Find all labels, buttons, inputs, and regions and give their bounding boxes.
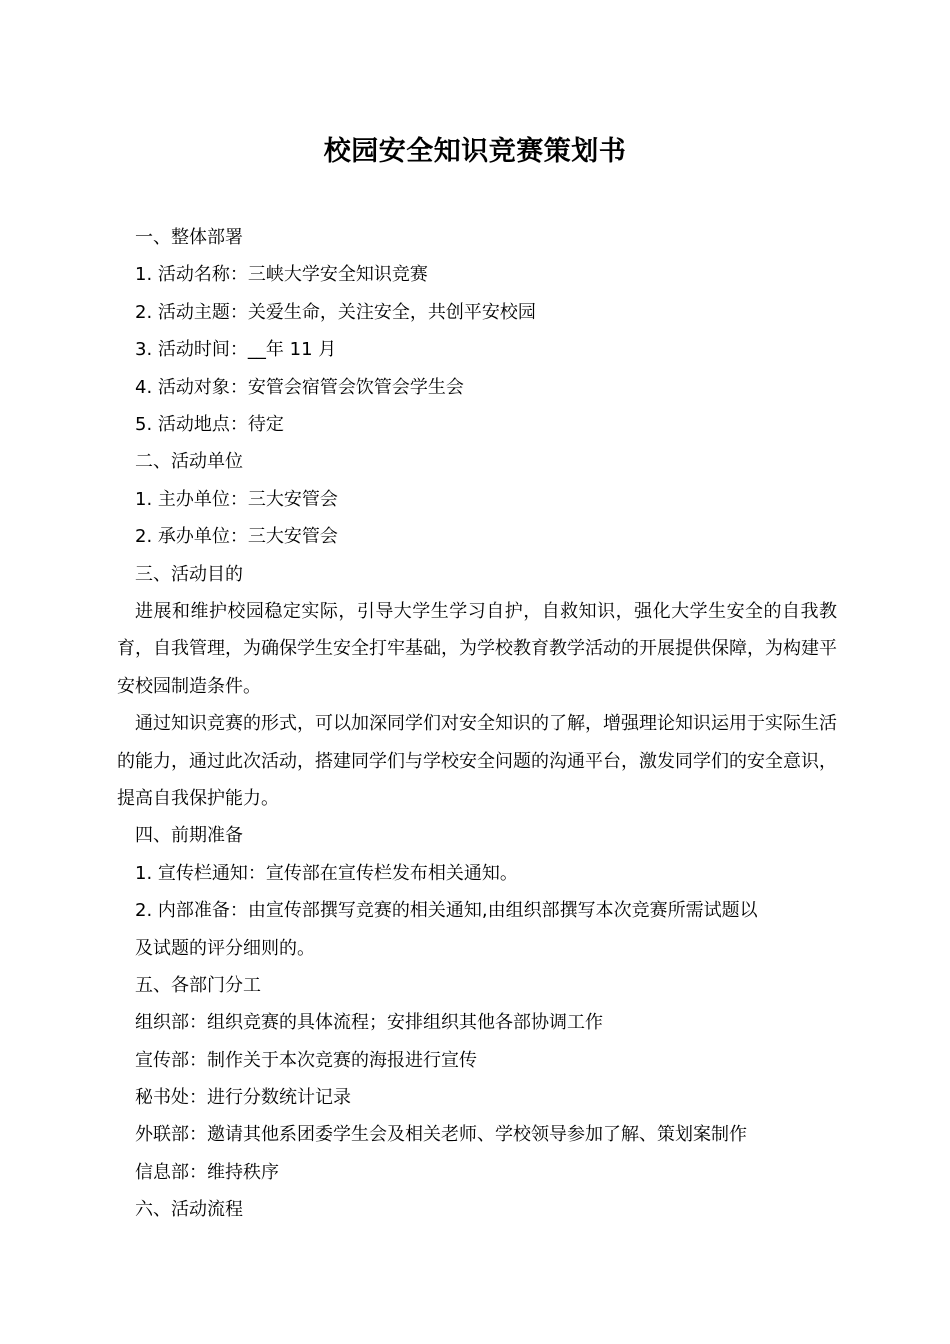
list-item: 信息部：维持秩序 xyxy=(135,1161,279,1183)
list-item: 2. 活动主题：关爱生命，关注安全，共创平安校园 xyxy=(135,301,536,323)
list-item: 3. 活动时间：__年 11 月 xyxy=(135,339,337,361)
list-item: 外联部：邀请其他系团委学生会及相关老师、学校领导参加了解、策划案制作 xyxy=(135,1124,747,1146)
paragraph: 进展和维护校园稳定实际，引导大学生学习自护，自救知识，强化大学生安全的自我教育，自我管理，为确保学生安全打牢基础，为学校教育教学活动的开展提供保障，为构建平安校园制造条件。 xyxy=(117,600,837,697)
paragraph: 通过知识竞赛的形式，可以加深同学们对安全知识的了解，增强理论知识运用于实际生活的能力，通过此次活动，搭建同学们与学校安全问题的沟通平台，激发同学们的安全意识，提高自我保护能力。 xyxy=(117,713,837,809)
list-item: 1. 宣传栏通知：宣传部在宣传栏发布相关通知。 xyxy=(135,862,518,884)
document-title: 校园安全知识竞赛策划书 xyxy=(323,136,627,167)
section-heading-overall: 一、整体部署 xyxy=(135,227,243,248)
list-item: 4. 活动对象：安管会宿管会饮管会学生会 xyxy=(135,376,464,398)
section-heading-units: 二、活动单位 xyxy=(135,451,243,473)
list-item: 1. 活动名称：三峡大学安全知识竞赛 xyxy=(135,264,428,286)
section-heading-purpose: 三、活动目的 xyxy=(135,563,243,585)
section-heading-preparation: 四、前期准备 xyxy=(135,825,243,847)
list-item: 秘书处：进行分数统计记录 xyxy=(135,1087,351,1109)
list-item: 2. 承办单位：三大安管会 xyxy=(135,526,338,548)
list-item: 及试题的评分细则的。 xyxy=(135,937,315,959)
section-heading-division: 五、各部门分工 xyxy=(135,974,261,996)
document-body xyxy=(117,219,837,1229)
list-item: 1. 主办单位：三大安管会 xyxy=(135,488,338,510)
list-item: 2. 内部准备：由宣传部撰写竞赛的相关通知,由组织部撰写本次竞赛所需试题以 xyxy=(135,900,758,922)
list-item: 5. 活动地点：待定 xyxy=(135,413,284,435)
list-item: 组织部：组织竞赛的具体流程；安排组织其他各部协调工作 xyxy=(135,1012,603,1034)
section-heading-process: 六、活动流程 xyxy=(135,1199,243,1221)
list-item: 宣传部：制作关于本次竞赛的海报进行宣传 xyxy=(135,1049,477,1071)
